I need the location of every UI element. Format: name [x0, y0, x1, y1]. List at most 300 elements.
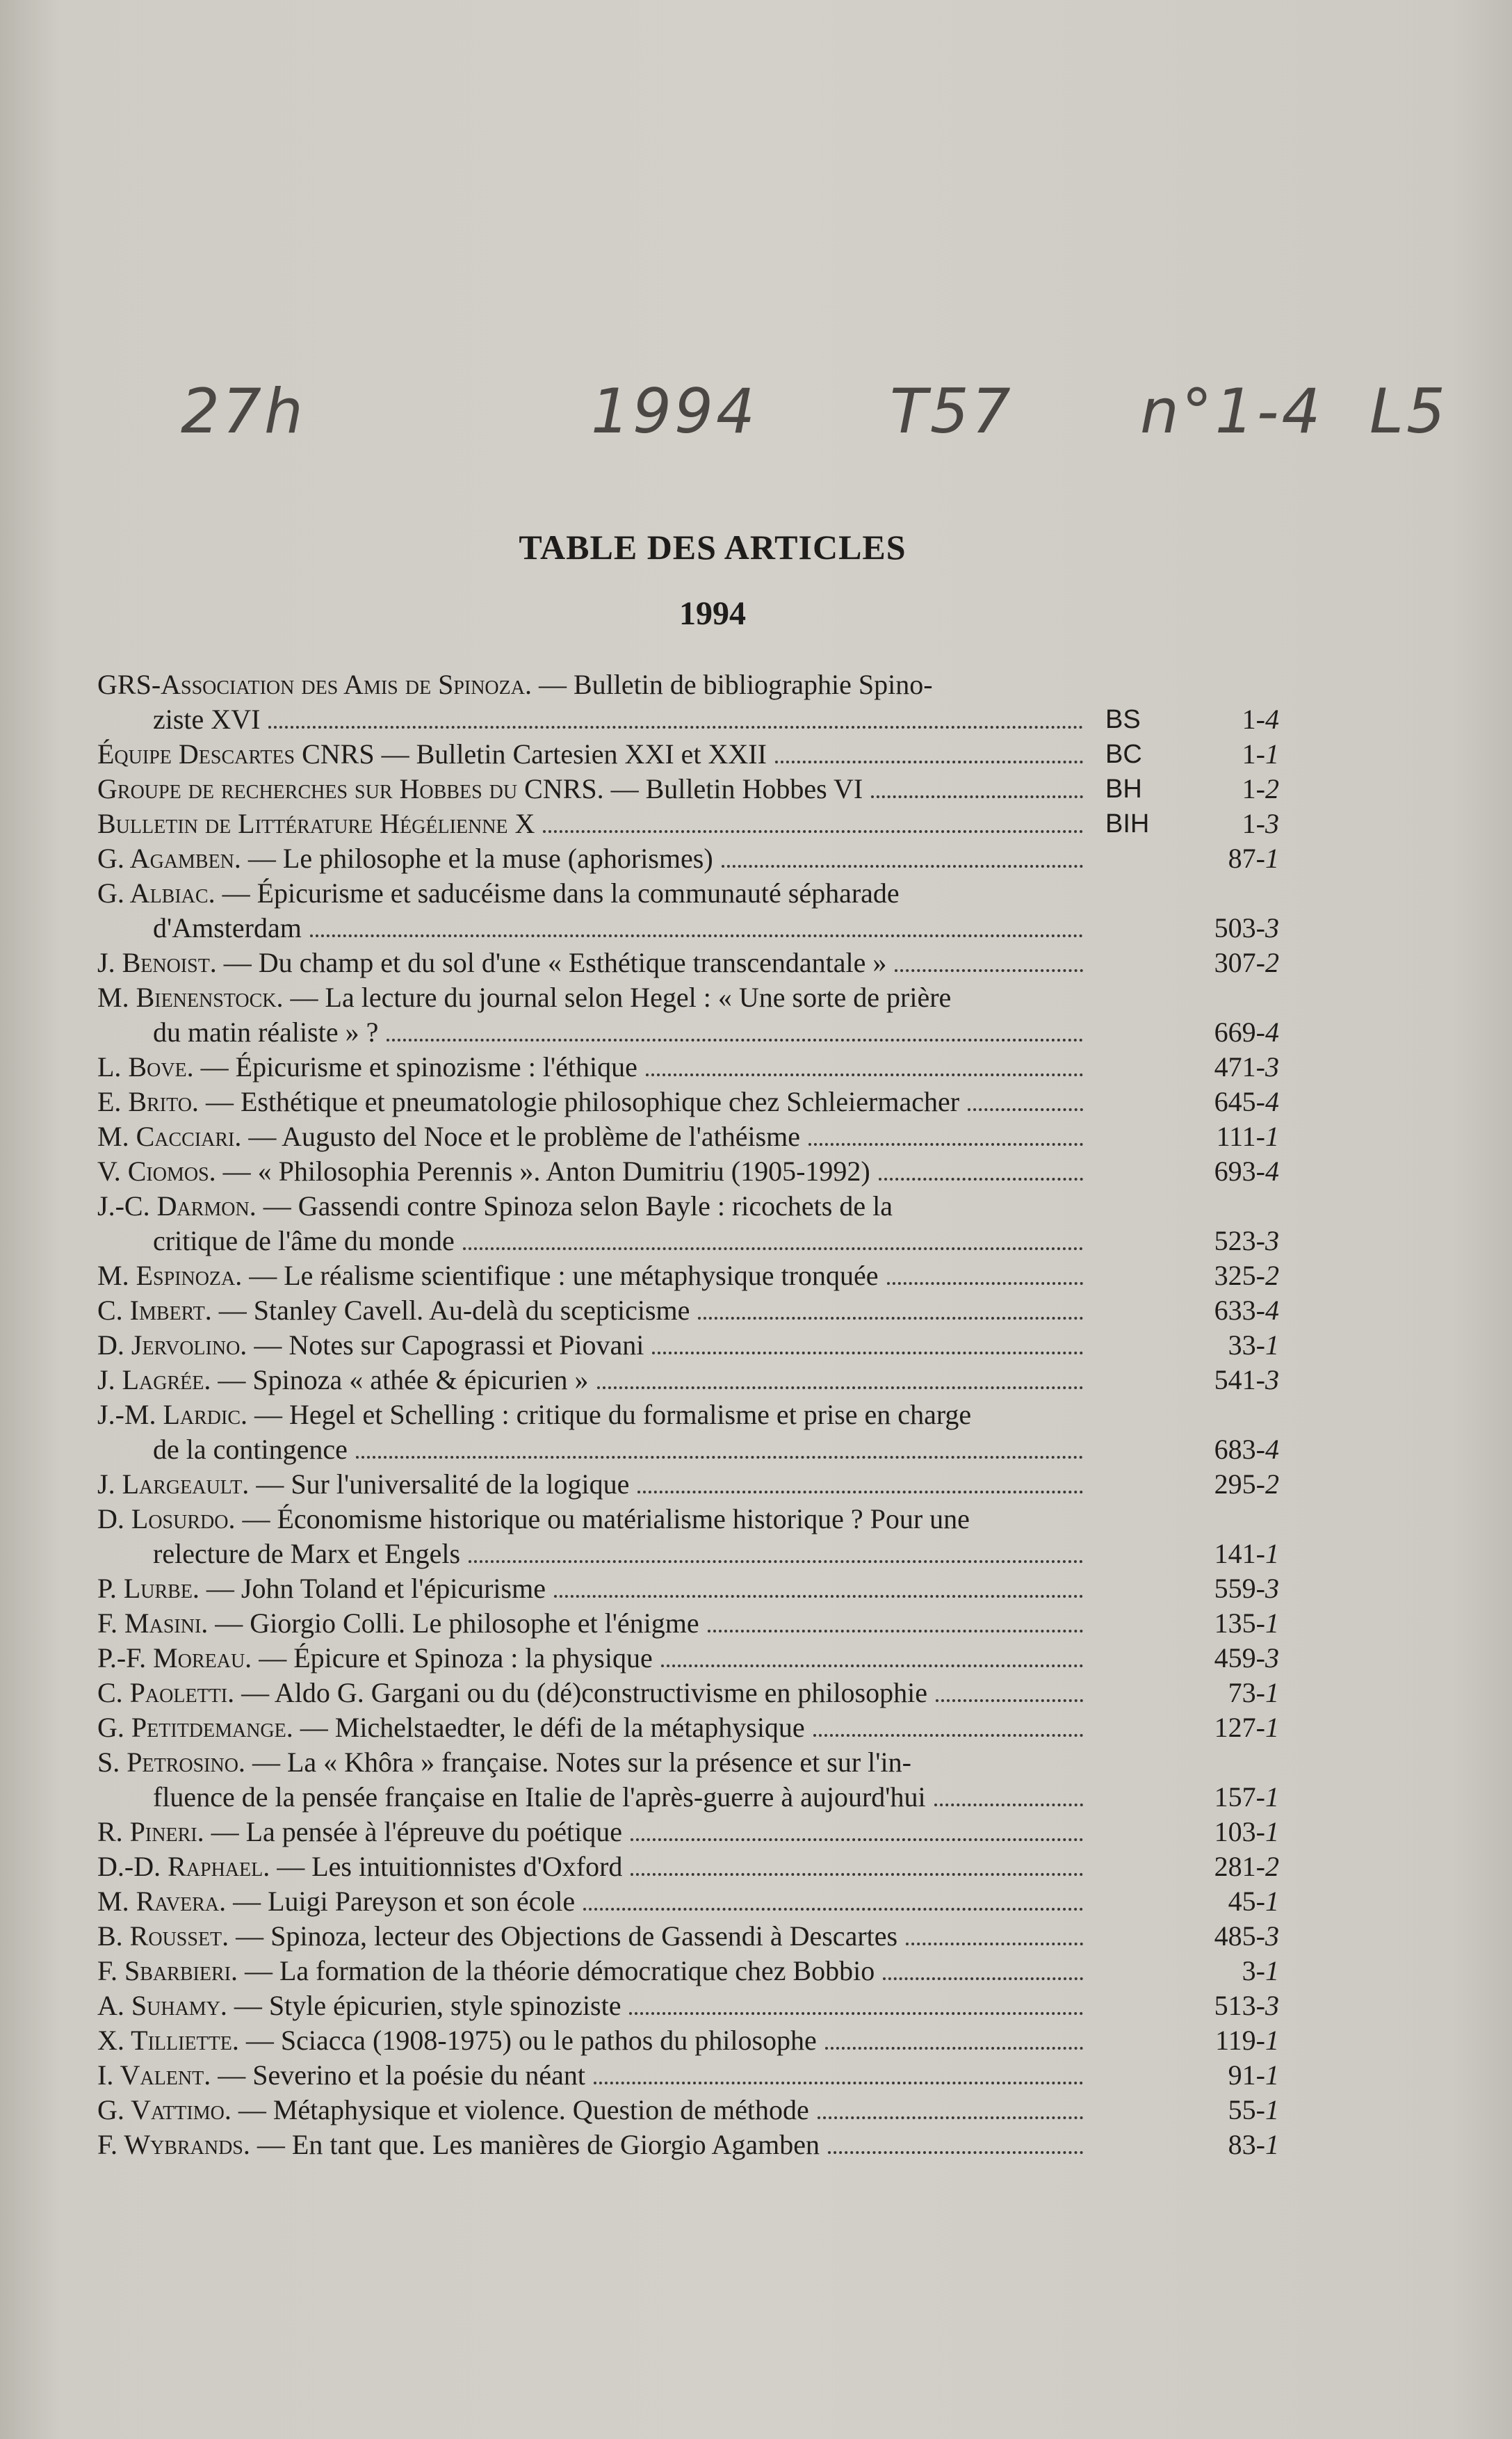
issue-number: 3: [1265, 1920, 1279, 1952]
toc-entry-line: [97, 946, 1279, 980]
dot-leader: [968, 1108, 1083, 1111]
issue-number: 3: [1265, 912, 1279, 943]
page-number: 693-: [1214, 1156, 1265, 1187]
toc-entry: [97, 1919, 1279, 1954]
handwritten-mark: L5: [1369, 375, 1449, 447]
page-number: 645-: [1214, 1086, 1265, 1117]
article-title: — Du champ et du sol d'une « Esthétique transcendantale »: [216, 947, 887, 978]
article-author: G. Vattimo.: [97, 2094, 231, 2125]
issue-number: 4: [1265, 1156, 1279, 1187]
toc-entry-line: [97, 1919, 1279, 1954]
dot-leader: [818, 2116, 1083, 2119]
article-author: G. Petitdemange.: [97, 1712, 293, 1743]
toc-entry-continuation: [97, 1224, 1279, 1258]
toc-entry-line: [97, 1884, 1279, 1919]
page-reference: [1182, 2058, 1279, 2093]
page-reference: [1182, 1537, 1279, 1571]
dot-leader: [825, 2047, 1083, 2050]
page-reference: [1182, 1571, 1279, 1606]
article-author: M. Espinoza.: [97, 1260, 243, 1291]
toc-entry: [97, 1710, 1279, 1745]
article-author: Équipe Descartes CNRS: [97, 738, 375, 770]
page-reference: [1182, 1641, 1279, 1676]
toc-entry-line: [97, 1119, 1279, 1154]
page-reference: [1182, 911, 1279, 946]
issue-number: 1: [1265, 1712, 1279, 1743]
article-title-continued: relecture de Marx et Engels: [153, 1538, 461, 1569]
dot-leader: [883, 1977, 1083, 1980]
page-reference: [1182, 2023, 1279, 2058]
issue-number: 1: [1265, 1329, 1279, 1361]
article-author: Groupe de recherches sur Hobbes du CNRS.: [97, 773, 604, 804]
page-reference: [1182, 1710, 1279, 1745]
toc-entry: [97, 1502, 1279, 1571]
toc-entry-line: [97, 980, 1265, 1015]
page-number: 503-: [1214, 912, 1265, 943]
page-number: 1-: [1242, 738, 1265, 770]
toc-entry-continuation: [97, 702, 1279, 737]
page-number: 541-: [1214, 1364, 1265, 1395]
issue-number: 1: [1265, 843, 1279, 874]
article-title: — Luigi Pareyson et son école: [226, 1886, 576, 1917]
article-title: — Notes sur Capograssi et Piovani: [247, 1329, 644, 1361]
article-author: A. Suhamy.: [97, 1990, 227, 2021]
issue-number: 1: [1265, 1955, 1279, 1986]
article-author: I. Valent.: [97, 2059, 211, 2091]
article-title: — En tant que. Les manières de Giorgio Agamben: [250, 2129, 820, 2160]
page-number: 513-: [1214, 1990, 1265, 2021]
article-title: — La formation de la théorie démocratique chez Bobbio: [237, 1955, 875, 1986]
page-number: 633-: [1214, 1295, 1265, 1326]
toc-entry-line: [97, 1641, 1279, 1676]
page-reference: [1182, 1884, 1279, 1919]
toc-entry-continuation: [97, 1432, 1279, 1467]
handwritten-mark: n°1-4: [1140, 375, 1324, 447]
toc-entry-line: [97, 1988, 1279, 2023]
page-number: 485-: [1214, 1920, 1265, 1952]
article-title: — Esthétique et pneumatologie philosophique chez Schleiermacher: [198, 1086, 960, 1117]
issue-number: 2: [1265, 773, 1279, 804]
page-number: 1-: [1242, 704, 1265, 735]
page-number: 559-: [1214, 1573, 1265, 1604]
dot-leader: [583, 1908, 1083, 1911]
issue-number: 4: [1265, 704, 1279, 735]
page-number: 325-: [1214, 1260, 1265, 1291]
page-number: 471-: [1214, 1051, 1265, 1083]
article-author: M. Bienenstock.: [97, 982, 284, 1013]
article-title-continued: critique de l'âme du monde: [153, 1225, 455, 1256]
article-author: J.-C. Darmon.: [97, 1190, 257, 1222]
toc-entry: [97, 876, 1279, 946]
page-number: 295-: [1214, 1468, 1265, 1500]
article-author: F. Wybrands.: [97, 2129, 250, 2160]
dot-leader: [934, 1804, 1083, 1806]
article-author: S. Petrosino.: [97, 1747, 245, 1778]
dot-leader: [594, 2082, 1083, 2084]
issue-number: 1: [1265, 1677, 1279, 1708]
toc-entry: [97, 1884, 1279, 1919]
handwritten-mark: 1994: [591, 375, 758, 447]
toc-entry-line: [97, 1154, 1279, 1189]
dot-leader: [387, 1039, 1083, 1042]
article-author: J.-M. Lardic.: [97, 1399, 248, 1430]
article-author: M. Cacciari.: [97, 1121, 242, 1152]
dot-leader: [629, 2012, 1083, 2015]
issue-number: 1: [1265, 2094, 1279, 2125]
page-reference: [1182, 1849, 1279, 1884]
toc-entry-line: [97, 1189, 1265, 1224]
toc-entry: [97, 1988, 1279, 2023]
table-of-articles: [97, 667, 1279, 2162]
page-reference: [1182, 1328, 1279, 1363]
issue-number: 1: [1265, 1816, 1279, 1847]
page-reference: [1182, 1606, 1279, 1641]
issue-number: 2: [1265, 1851, 1279, 1882]
toc-entry: [97, 1189, 1279, 1258]
article-author: D.-D. Raphael.: [97, 1851, 270, 1882]
toc-entry: [97, 1815, 1279, 1849]
dot-leader: [887, 1282, 1083, 1285]
article-title: — Sciacca (1908-1975) ou le pathos du philosophe: [238, 2025, 817, 2056]
toc-entry: [97, 667, 1279, 737]
page-number: 1-: [1242, 773, 1265, 804]
article-title: — Bulletin de bibliographie Spino-: [531, 669, 933, 700]
article-title: — Stanley Cavell. Au-delà du scepticisme: [211, 1295, 690, 1326]
toc-entry: [97, 1154, 1279, 1189]
article-title: — La « Khôra » française. Notes sur la présence et sur l'in-: [245, 1747, 911, 1778]
issue-number: 3: [1265, 1051, 1279, 1083]
dot-leader: [554, 1595, 1083, 1598]
page-number: 55-: [1228, 2094, 1265, 2125]
toc-entry-line: [97, 667, 1265, 702]
issue-number: 1: [1265, 2129, 1279, 2160]
toc-entry: [97, 1954, 1279, 1988]
article-author: Bulletin de Littérature Hégélienne X: [97, 808, 535, 839]
page-number: 127-: [1214, 1712, 1265, 1743]
dot-leader: [775, 761, 1083, 763]
page-reference: [1182, 1085, 1279, 1119]
article-author: R. Pineri.: [97, 1816, 204, 1847]
toc-entry-line: [97, 1328, 1279, 1363]
toc-entry-line: [97, 1849, 1279, 1884]
page-reference: [1182, 737, 1279, 772]
toc-entry: [97, 1676, 1279, 1710]
page-reference: [1182, 1919, 1279, 1954]
issue-number: 2: [1265, 947, 1279, 978]
issue-number: 1: [1265, 738, 1279, 770]
page-number: 111-: [1216, 1121, 1265, 1152]
handwritten-annotation: [181, 375, 1474, 473]
toc-entry-line: [97, 1815, 1279, 1849]
issue-number: 3: [1265, 1642, 1279, 1674]
issue-number: 4: [1265, 1016, 1279, 1048]
page-reference: [1182, 807, 1279, 841]
dot-leader: [828, 2151, 1083, 2154]
page-reference: [1182, 1815, 1279, 1849]
toc-entry-continuation: [97, 1537, 1279, 1571]
article-title: — « Philosophia Perennis ». Anton Dumitriu (1905-1992): [216, 1156, 870, 1187]
bulletin-code: BS: [1105, 705, 1141, 734]
dot-leader: [310, 934, 1083, 937]
page-number: 119-: [1215, 2025, 1265, 2056]
bulletin-code: BC: [1105, 740, 1142, 769]
article-title: — Bulletin Hobbes VI: [603, 773, 863, 804]
article-author: B. Rousset.: [97, 1920, 229, 1952]
issue-number: 3: [1265, 1364, 1279, 1395]
article-title: — Les intuitionnistes d'Oxford: [270, 1851, 623, 1882]
article-author: D. Losurdo.: [97, 1503, 236, 1534]
page-year: 1994: [679, 595, 746, 632]
toc-entry-line: [97, 807, 1279, 841]
dot-leader: [637, 1491, 1083, 1493]
article-author: D. Jervolino.: [97, 1329, 247, 1361]
toc-entry-line: [97, 1606, 1279, 1641]
article-title: — Le philosophe et la muse (aphorismes): [241, 843, 713, 874]
article-title: — La lecture du journal selon Hegel : « Une sorte de prière: [283, 982, 952, 1013]
toc-entry: [97, 2128, 1279, 2162]
toc-entry-line: [97, 772, 1279, 807]
page-reference: [1182, 2093, 1279, 2128]
page-reference: [1182, 1119, 1279, 1154]
dot-leader: [879, 1178, 1083, 1181]
article-title: — Gassendi contre Spinoza selon Bayle : ricochets de la: [256, 1190, 893, 1222]
article-title: — Métaphysique et violence. Question de méthode: [231, 2094, 809, 2125]
page-number: 157-: [1214, 1781, 1265, 1813]
article-author: GRS-Association des Amis de Spinoza.: [97, 669, 532, 700]
toc-entry-line: [97, 2128, 1279, 2162]
toc-entry-line: [97, 1363, 1279, 1397]
page-number: 141-: [1214, 1538, 1265, 1569]
dot-leader: [698, 1317, 1083, 1320]
handwritten-mark: 27h: [181, 375, 306, 447]
toc-entry: [97, 1467, 1279, 1502]
page-reference: [1182, 772, 1279, 807]
dot-leader: [871, 795, 1083, 798]
article-title: — Augusto del Noce et le problème de l'athéisme: [241, 1121, 801, 1152]
article-title: — Severino et la poésie du néant: [211, 2059, 585, 2091]
toc-entry-line: [97, 1745, 1265, 1780]
page-number: 135-: [1214, 1607, 1265, 1639]
page-number: 87-: [1228, 843, 1265, 874]
page-reference: [1182, 1432, 1279, 1467]
issue-number: 1: [1265, 1121, 1279, 1152]
page-reference: [1182, 1224, 1279, 1258]
page-number: 669-: [1214, 1016, 1265, 1048]
article-author: M. Ravera.: [97, 1886, 227, 1917]
toc-entry-line: [97, 2058, 1279, 2093]
toc-entry: [97, 1258, 1279, 1293]
toc-entry: [97, 1606, 1279, 1641]
toc-entry: [97, 1085, 1279, 1119]
toc-entry-line: [97, 1571, 1279, 1606]
page-number: 91-: [1228, 2059, 1265, 2091]
dot-leader: [356, 1456, 1083, 1459]
page-reference: [1182, 2128, 1279, 2162]
toc-entry: [97, 946, 1279, 980]
toc-entry-line: [97, 2023, 1279, 2058]
bulletin-code: BH: [1105, 775, 1142, 804]
toc-entry-line: [97, 1676, 1279, 1710]
toc-entry: [97, 2023, 1279, 2058]
page-reference: [1182, 1293, 1279, 1328]
page-reference: [1182, 1676, 1279, 1710]
toc-entry: [97, 1119, 1279, 1154]
dot-leader: [268, 726, 1083, 729]
page-number: 459-: [1214, 1642, 1265, 1674]
article-title: — Michelstaedter, le défi de la métaphysique: [293, 1712, 805, 1743]
article-author: C. Imbert.: [97, 1295, 212, 1326]
toc-entry: [97, 772, 1279, 807]
article-author: V. Ciomos.: [97, 1156, 216, 1187]
issue-number: 4: [1265, 1434, 1279, 1465]
article-title-continued: fluence de la pensée française en Italie de l'après-guerre à aujourd'hui: [153, 1781, 926, 1813]
article-author: G. Agamben.: [97, 843, 241, 874]
issue-number: 1: [1265, 2025, 1279, 2056]
page-number: 73-: [1228, 1677, 1265, 1708]
article-title: — Spinoza « athée & épicurien »: [211, 1364, 589, 1395]
page-reference: [1182, 1954, 1279, 1988]
article-author: X. Tilliette.: [97, 2025, 239, 2056]
toc-entry: [97, 2093, 1279, 2128]
article-title: — Sur l'universalité de la logique: [249, 1468, 630, 1500]
toc-entry: [97, 1293, 1279, 1328]
page-reference: [1182, 1363, 1279, 1397]
article-title: — Hegel et Schelling : critique du formalisme et prise en charge: [247, 1399, 972, 1430]
toc-entry-line: [97, 2093, 1279, 2128]
article-title: — Épicurisme et spinozisme : l'éthique: [193, 1051, 637, 1083]
page-number: 3-: [1242, 1955, 1265, 1986]
dot-leader: [708, 1630, 1083, 1632]
toc-entry: [97, 1050, 1279, 1085]
article-author: J. Largeault.: [97, 1468, 250, 1500]
dot-leader: [722, 865, 1083, 868]
dot-leader: [597, 1386, 1083, 1389]
issue-number: 3: [1265, 1573, 1279, 1604]
page-number: 683-: [1214, 1434, 1265, 1465]
dot-leader: [906, 1943, 1083, 1945]
article-author: G. Albiac.: [97, 877, 216, 909]
page-reference: [1182, 946, 1279, 980]
article-title: — Économisme historique ou matérialisme historique ? Pour une: [235, 1503, 970, 1534]
article-title: — Spinoza, lecteur des Objections de Gassendi à Descartes: [229, 1920, 898, 1952]
page-reference: [1182, 1467, 1279, 1502]
page-number: 103-: [1214, 1816, 1265, 1847]
article-author: J. Lagrée.: [97, 1364, 211, 1395]
toc-entry-line: [97, 876, 1265, 911]
toc-entry: [97, 1849, 1279, 1884]
handwritten-mark: T57: [890, 375, 1014, 447]
dot-leader: [652, 1352, 1083, 1354]
page-number: 307-: [1214, 947, 1265, 978]
issue-number: 1: [1265, 1886, 1279, 1917]
article-title: — Giorgio Colli. Le philosophe et l'énigme: [208, 1607, 699, 1639]
article-title: — Épicure et Spinoza : la physique: [252, 1642, 653, 1674]
toc-entry: [97, 841, 1279, 876]
dot-leader: [463, 1247, 1083, 1250]
article-title: — John Toland et l'épicurisme: [199, 1573, 546, 1604]
issue-number: 3: [1265, 808, 1279, 839]
article-title-continued: ziste XVI: [153, 704, 261, 735]
dot-leader: [895, 969, 1083, 972]
issue-number: 1: [1265, 1781, 1279, 1813]
article-author: J. Benoist.: [97, 947, 217, 978]
toc-entry: [97, 1745, 1279, 1815]
toc-entry-line: [97, 737, 1279, 772]
dot-leader: [631, 1838, 1083, 1841]
article-title-continued: de la contingence: [153, 1434, 348, 1465]
issue-number: 3: [1265, 1225, 1279, 1256]
dot-leader: [543, 830, 1083, 833]
toc-entry-line: [97, 1397, 1265, 1432]
toc-entry-line: [97, 1710, 1279, 1745]
bulletin-code: BIH: [1105, 809, 1150, 838]
dot-leader: [936, 1699, 1083, 1702]
page-reference: [1182, 1780, 1279, 1815]
article-title-continued: du matin réaliste » ?: [153, 1016, 379, 1048]
article-author: F. Masini.: [97, 1607, 209, 1639]
page-reference: [1182, 1154, 1279, 1189]
toc-entry: [97, 807, 1279, 841]
issue-number: 3: [1265, 1990, 1279, 2021]
toc-entry-continuation: [97, 1015, 1279, 1050]
article-title: — Bulletin Cartesien XXI et XXII: [374, 738, 767, 770]
article-title: — Le réalisme scientifique : une métaphysique tronquée: [242, 1260, 879, 1291]
article-author: C. Paoletti.: [97, 1677, 235, 1708]
issue-number: 1: [1265, 2059, 1279, 2091]
dot-leader: [631, 1873, 1083, 1876]
toc-entry: [97, 1328, 1279, 1363]
toc-entry: [97, 2058, 1279, 2093]
toc-entry-line: [97, 1085, 1279, 1119]
toc-entry: [97, 1641, 1279, 1676]
toc-entry-line: [97, 1293, 1279, 1328]
page-number: 281-: [1214, 1851, 1265, 1882]
dot-leader: [469, 1560, 1083, 1563]
dot-leader: [646, 1073, 1083, 1076]
article-title: — La pensée à l'épreuve du poétique: [204, 1816, 622, 1847]
page-number: 1-: [1242, 808, 1265, 839]
page-reference: [1182, 1258, 1279, 1293]
article-title-continued: d'Amsterdam: [153, 912, 302, 943]
issue-number: 2: [1265, 1260, 1279, 1291]
page-reference: [1182, 702, 1279, 737]
page-reference: [1182, 1050, 1279, 1085]
toc-entry-line: [97, 1502, 1265, 1537]
page-reference: [1182, 1015, 1279, 1050]
dot-leader: [661, 1664, 1083, 1667]
toc-entry-line: [97, 841, 1279, 876]
dot-leader: [808, 1143, 1083, 1146]
page-number: 45-: [1228, 1886, 1265, 1917]
issue-number: 4: [1265, 1086, 1279, 1117]
page-number: 33-: [1228, 1329, 1265, 1361]
toc-entry: [97, 1397, 1279, 1467]
article-author: E. Brito.: [97, 1086, 199, 1117]
toc-entry: [97, 737, 1279, 772]
toc-entry-line: [97, 1954, 1279, 1988]
article-title: — Style épicurien, style spinoziste: [227, 1990, 621, 2021]
article-author: P. Lurbe.: [97, 1573, 200, 1604]
article-author: P.-F. Moreau.: [97, 1642, 252, 1674]
toc-entry-line: [97, 1258, 1279, 1293]
article-author: L. Bove.: [97, 1051, 194, 1083]
issue-number: 2: [1265, 1468, 1279, 1500]
article-title: — Épicurisme et saducéisme dans la communauté sépharade: [215, 877, 900, 909]
page-number: 83-: [1228, 2129, 1265, 2160]
page-reference: [1182, 1988, 1279, 2023]
issue-number: 1: [1265, 1607, 1279, 1639]
dot-leader: [813, 1734, 1083, 1737]
